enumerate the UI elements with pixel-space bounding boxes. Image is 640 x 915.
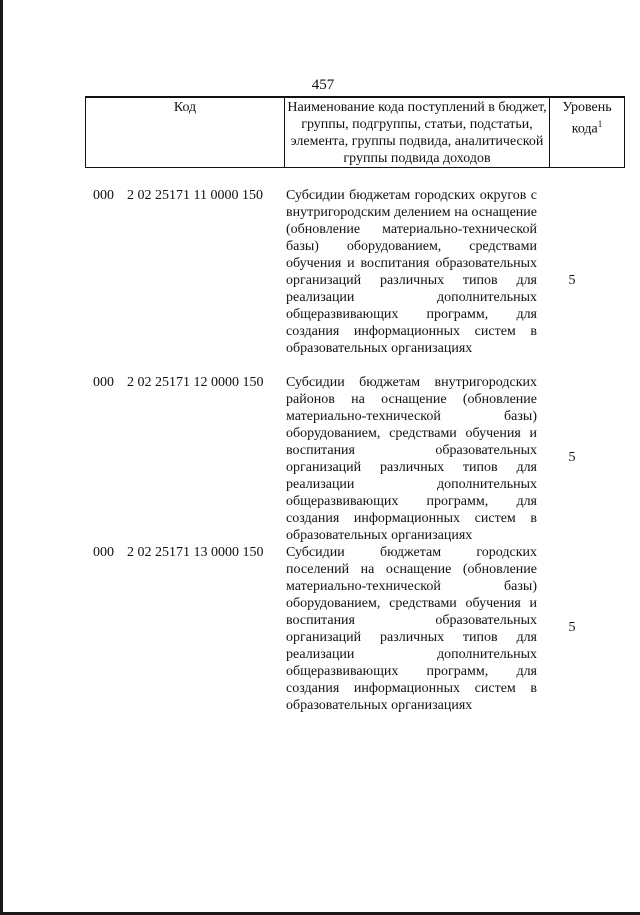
header-name-cell: [285, 97, 550, 168]
row-level: 5: [568, 620, 576, 635]
header-table: [85, 96, 625, 168]
row-code: [93, 544, 264, 561]
header-level-label: Уровень кода: [562, 100, 612, 137]
header-level-footnote: 1: [597, 119, 603, 129]
row-code: [93, 374, 264, 391]
header-code-label: Код: [173, 100, 197, 115]
income-code: 2 02 25171 11 0000 150: [127, 188, 263, 203]
row-description: Субсидии бюджетам внутригородских районов на оснащение (обновление материально-технической базы) оборудованием, средствами обучения и воспитания образовательных организаций различных типов для реализации дополнительных общеразвивающих программ, для создания информационных систем в образовательных организациях: [286, 375, 537, 543]
row-level: 5: [568, 273, 576, 288]
admin-code: 000: [93, 188, 114, 203]
row-description: Субсидии бюджетам городских округов с внутригородским делением на оснащение (обновление материально-технической базы) оборудованием, средствами обучения и воспитания образовательных организаций различных типов для реализации дополнительных общеразвивающих программ, для создания информационных систем в образовательных организациях: [286, 188, 537, 356]
header-level-cell: [550, 97, 625, 168]
page-number: 457: [311, 77, 335, 93]
admin-code: 000: [93, 375, 114, 390]
income-code: 2 02 25171 13 0000 150: [127, 545, 264, 560]
income-code: 2 02 25171 12 0000 150: [127, 375, 264, 390]
row-description: Субсидии бюджетам городских поселений на оснащение (обновление материально-технической базы) оборудованием, средствами обучения и воспитания образовательных организаций различных типов для реализации дополнительных общеразвивающих программ, для создания информационных систем в образовательных организациях: [286, 545, 537, 713]
header-code-cell: [86, 97, 285, 168]
header-name-label: Наименование кода поступлений в бюджет, группы, подгруппы, статьи, подстатьи, элемента, группы подвида, аналитической группы подвида доходов: [287, 100, 547, 166]
row-level: 5: [568, 450, 576, 465]
admin-code: 000: [93, 545, 114, 560]
row-code: [93, 187, 263, 204]
